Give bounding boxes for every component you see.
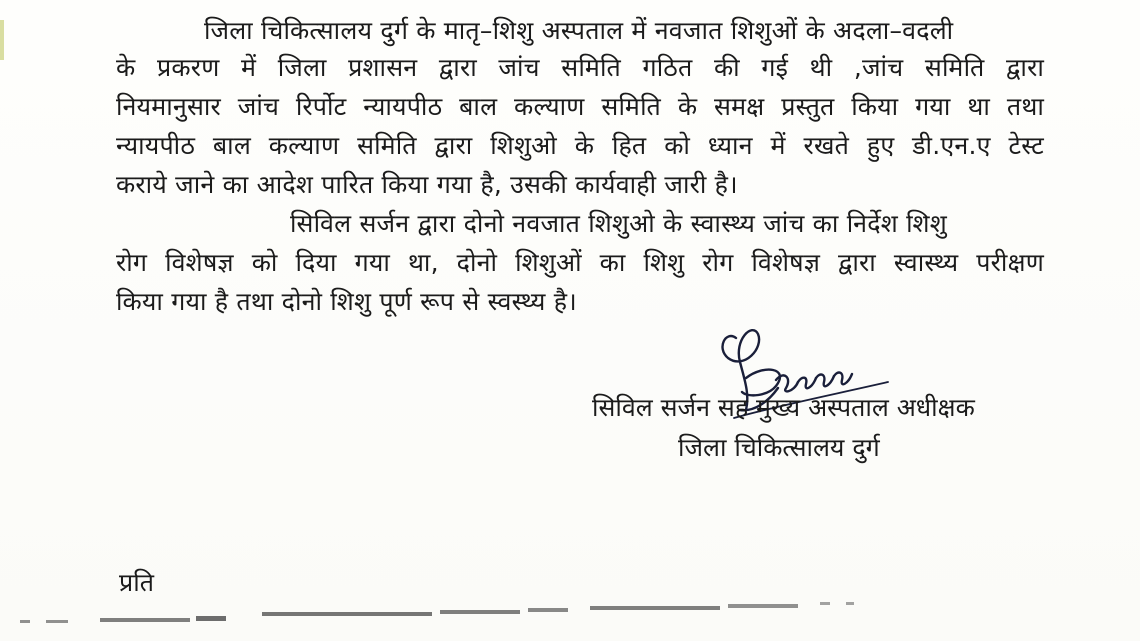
paragraph-1-line-1: जिला चिकित्सालय दुर्ग के मातृ–शिशु अस्पताल में नवजात शिशुओं के अदला–वदली <box>204 16 954 45</box>
scan-edge-mark <box>0 20 4 60</box>
signatory-organization: जिला चिकित्सालय दुर्ग <box>678 433 880 462</box>
paragraph-2-line-1: सिविल सर्जन द्वारा दोनो नवजात शिशुओ के स्वास्थ्य जांच का निर्देश शिशु <box>290 209 947 238</box>
signatory-title: सिविल सर्जन सह मुख्य अस्पताल अधीक्षक <box>592 393 975 422</box>
cut-off-text-line <box>0 596 1140 630</box>
signatory-block <box>592 388 975 468</box>
paragraph-2-line-3: किया गया है तथा दोनो शिशु पूर्ण रूप से स्वस्थ्य है। <box>116 287 577 316</box>
copy-to-label: प्रति <box>119 568 154 597</box>
paragraph-2-line-2: रोग विशेषज्ञ को दिया गया था, दोनो शिशुओं का शिशु रोग विशेषज्ञ द्वारा स्वास्थ्य परीक्षण <box>116 248 1044 277</box>
paragraph-1-line-3: नियमानुसार जांच रिर्पोट न्यायपीठ बाल कल्याण समिति के समक्ष प्रस्तुत किया गया था तथा <box>116 92 1044 121</box>
paragraph-1-line-4: न्यायपीठ बाल कल्याण समिति द्वारा शिशुओ के हित को ध्यान में रखते हुए डी.एन.ए टेस्ट <box>116 131 1044 160</box>
paragraph-1-line-2: के प्रकरण में जिला प्रशासन द्वारा जांच समिति गठित की गई थी ,जांच समिति द्वारा <box>116 53 1044 82</box>
paragraph-1-line-5: कराये जाने का आदेश पारित किया गया है, उसकी कार्यवाही जारी है। <box>116 170 738 199</box>
